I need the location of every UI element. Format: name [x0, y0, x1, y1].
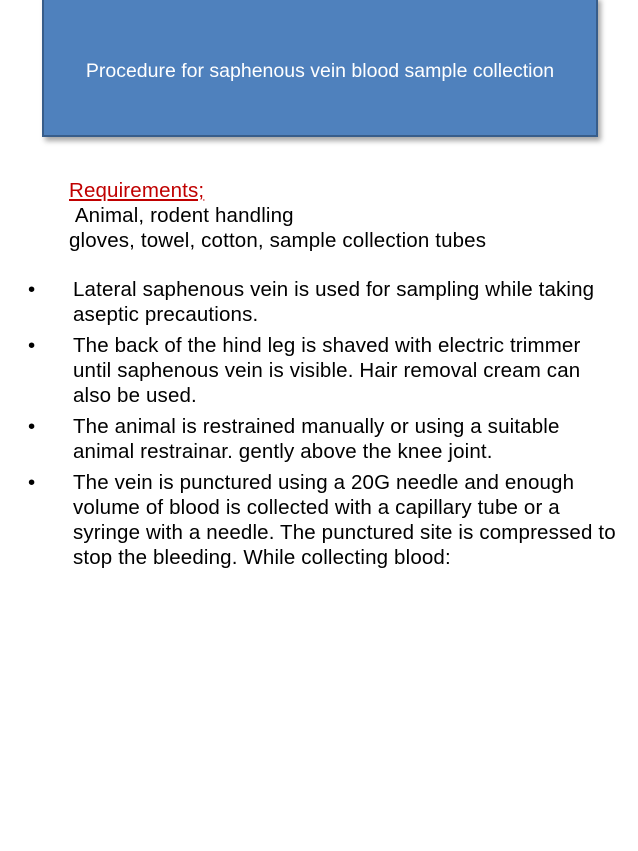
bullet-icon: • — [28, 471, 36, 494]
bullet-icon: • — [28, 278, 36, 301]
title-box — [42, 0, 598, 137]
slide-body — [28, 178, 618, 576]
bullet-item — [28, 333, 618, 408]
bullet-text: The vein is punctured using a 20G needle and enough volume of blood is collected with a capillary tube or a syringe with a needle. The punctured site is compressed to stop the bleeding. While collecting blood: — [73, 471, 616, 569]
bullet-list — [28, 277, 618, 570]
bullet-text: Lateral saphenous vein is used for sampling while taking aseptic precautions. — [73, 278, 595, 326]
requirements-heading: Requirements; — [69, 179, 205, 202]
bullet-icon: • — [28, 415, 36, 438]
bullet-icon: • — [28, 334, 36, 357]
bullet-item — [28, 414, 618, 464]
slide-title: Procedure for saphenous vein blood sample collection — [85, 59, 555, 82]
bullet-text: The back of the hind leg is shaved with electric trimmer until saphenous vein is visible. Hair removal cream can also be used. — [73, 334, 581, 407]
requirements-list: Animal, rodent handling gloves, towel, cotton, sample collection tubes — [69, 204, 487, 252]
bullet-item — [28, 470, 618, 570]
bullet-item — [28, 277, 618, 327]
bullet-text: The animal is restrained manually or using a suitable animal restrainar. gently above the knee joint. — [73, 415, 560, 463]
